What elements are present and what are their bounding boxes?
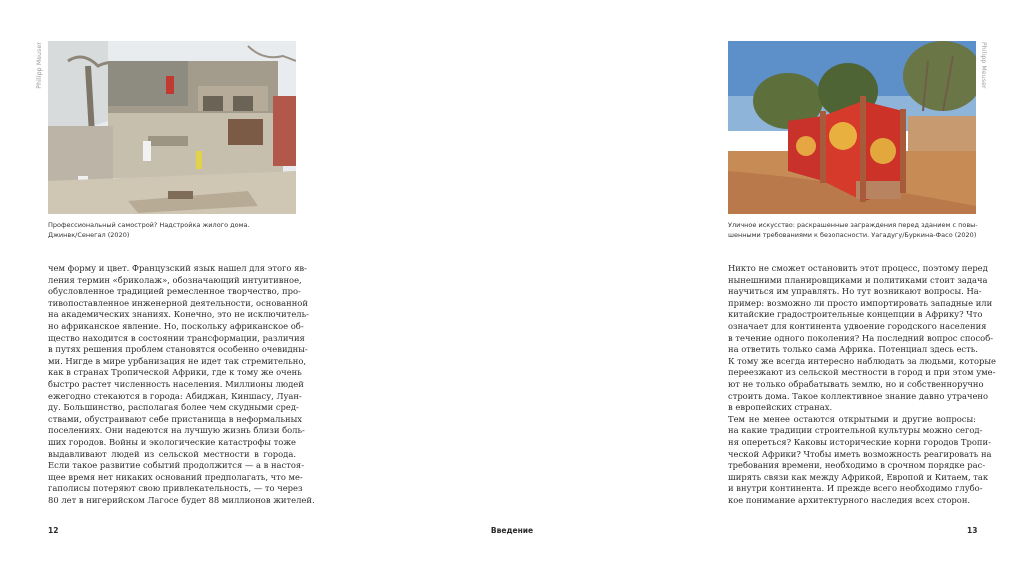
body-text-left (48, 263, 315, 506)
text-line: ствами, обустраивают себе пристанища в неформальных (48, 413, 303, 424)
text-line: чем форму и цвет. Французский язык нашел для этого яв- (48, 263, 307, 273)
text-line: требования времени, необходимо в срочном порядке рас- (728, 460, 986, 471)
text-line: ми. Нигде в мире урбанизация не идет так стремительно, (48, 355, 307, 366)
text-line: в течение одного поколения? На последний вопрос способ- (728, 332, 994, 343)
text-line: китайские градостроительные концепции в Африку? Что (728, 309, 983, 320)
text-line: выдавливают людей из сельской местности в города. (48, 448, 296, 459)
text-line: переезжают из сельской местности в город и при этом уме- (728, 367, 996, 378)
text-line: Если такое развитие событий продолжится — а в настоя- (48, 460, 305, 471)
text-line: 80 лет в нигерийском Лагосе будет 88 миллионов жителей. (48, 494, 315, 505)
text-line: ня опереться? Каковы исторические корни городов Тропи- (728, 436, 991, 447)
text-line: в путях решения проблем становятся особенно очевидны- (48, 344, 308, 355)
text-line: строить дома. Такое коллективное знание давно утрачено (728, 390, 989, 401)
text-line: кое понимание архитектурного наследия всех сторон. (728, 494, 971, 505)
text-line: щество находится в состоянии трансформации, различия (48, 332, 305, 343)
right-page (512, 0, 1024, 561)
text-line: поселениях. Они надеются на лучшую жизнь близи боль- (48, 425, 305, 436)
text-line: на какие традиции строительной культуры можно сегод- (728, 425, 983, 436)
text-line: Никто не сможет остановить этот процесс, поэтому перед (728, 263, 988, 273)
text-line: в европейских странах. (728, 402, 833, 413)
text-line: ду. Большинство, располагая более чем скудными сред- (48, 402, 299, 413)
text-line: ширять связи как между Африкой, Европой и Китаем, так (728, 471, 989, 482)
photo-credit-left: Philipp Meuser (36, 42, 43, 89)
photo-caption-left (48, 220, 298, 240)
text-line: научиться им управлять. Но тут возникают вопросы. На- (728, 286, 982, 297)
text-line: К тому же всегда интересно наблюдать за людьми, которые (728, 355, 996, 366)
text-line: но африканское явление. Но, поскольку африканское об- (48, 320, 304, 331)
caption-line: Уличное искусство: раскрашенные заграждения перед зданием с повы- (728, 221, 978, 229)
running-footer-section-title: Введение (490, 526, 534, 535)
page-number-left: 12 (48, 526, 59, 535)
text-line: на академических знаниях. Конечно, это не исключитель- (48, 309, 310, 320)
text-line: быстро растет численность населения. Миллионы людей (48, 378, 304, 389)
text-line: тивопоставленное инженерной деятельности, основанной (48, 297, 308, 308)
text-line: на ответить только сама Африка. Потенциал здесь есть. (728, 344, 978, 355)
caption-line: Джинвк/Сенегал (2020) (48, 231, 130, 239)
photo-caption-right (728, 220, 978, 240)
text-line: пример: возможно ли просто импортировать западные или (728, 297, 993, 308)
text-line: ческой Африки? Чтобы иметь возможность реагировать на (728, 448, 992, 459)
caption-line: шенными требованиями к безопасности. Уагадугу/Буркина-Фасо (2020) (728, 231, 977, 239)
photo-senegal-house-construction (48, 41, 296, 214)
text-line: ежегодно стекаются в города: Абиджан, Киншасу, Луан- (48, 390, 302, 401)
text-line: гаполисы потеряют свою привлекательность, — то через (48, 483, 303, 494)
photo-ouagadougou-painted-barriers (728, 41, 976, 214)
text-line: Тем не менее остаются открытыми и другие вопросы: (728, 413, 976, 424)
page-number-right: 13 (967, 526, 978, 535)
text-line: и внутри континента. И прежде всего необходимо глубо- (728, 483, 983, 494)
text-line: как в странах Тропической Африки, где к тому же очень (48, 367, 302, 378)
caption-line: Профессиональный самострой? Надстройка жилого дома. (48, 221, 250, 229)
text-line: нынешними планировщиками и политиками стоит задача (728, 274, 988, 285)
text-line: щее время нет никаких оснований предполагать, что ме- (48, 471, 303, 482)
text-line: обусловленное традицией ремесленное творчество, про- (48, 286, 301, 297)
photo-credit-right: Philipp Meuser (980, 42, 987, 89)
text-line: ления термин «бриколаж», обозначающий интуитивное, (48, 274, 302, 285)
body-text-right (728, 263, 996, 506)
text-line: ют не только обрабатывать землю, но и собственноручно (728, 378, 984, 389)
text-line: ших городов. Войны и экологические катастрофы тоже (48, 436, 296, 447)
text-line: означает для континента удвоение городского населения (728, 320, 987, 331)
